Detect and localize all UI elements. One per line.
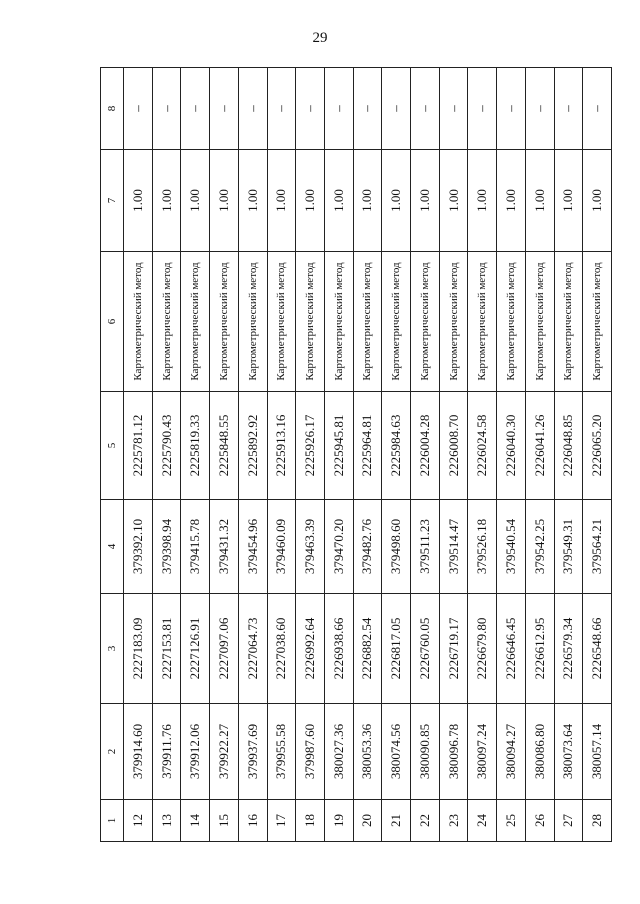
table-cell-col-7: 1.00 xyxy=(525,150,554,252)
table-cell-col-3: 2226992.64 xyxy=(296,594,325,704)
table-cell-col-1: 23 xyxy=(439,800,468,842)
table-row xyxy=(497,68,526,842)
table-cell-col-8: – xyxy=(181,68,210,150)
table-cell-col-5: 2225926.17 xyxy=(296,392,325,500)
table-cell-col-3: 2226719.17 xyxy=(439,594,468,704)
table-cell-col-8: – xyxy=(152,68,181,150)
column-header-4: 4 xyxy=(101,500,124,594)
column-header-8: 8 xyxy=(101,68,124,150)
table-cell-col-4: 379514.47 xyxy=(439,500,468,594)
table-cell-col-1: 19 xyxy=(324,800,353,842)
table-body xyxy=(101,68,612,842)
table-cell-col-8: – xyxy=(583,68,612,150)
table-cell-col-2: 380090.85 xyxy=(411,704,440,800)
table-cell-col-3: 2227038.60 xyxy=(267,594,296,704)
table-cell-col-7: 1.00 xyxy=(439,150,468,252)
table-cell-col-6: Картометрический метод xyxy=(210,252,239,392)
table-cell-col-5: 2225964.81 xyxy=(353,392,382,500)
table-cell-col-5: 2226040.30 xyxy=(497,392,526,500)
table-cell-col-1: 20 xyxy=(353,800,382,842)
table-cell-col-6: Картометрический метод xyxy=(181,252,210,392)
column-header-1: 1 xyxy=(101,800,124,842)
table-cell-col-4: 379498.60 xyxy=(382,500,411,594)
table-cell-col-6: Картометрический метод xyxy=(152,252,181,392)
table-cell-col-7: 1.00 xyxy=(124,150,153,252)
table-cell-col-6: Картометрический метод xyxy=(238,252,267,392)
table-cell-col-2: 379911.76 xyxy=(152,704,181,800)
table-cell-col-7: 1.00 xyxy=(296,150,325,252)
table-cell-col-4: 379526.18 xyxy=(468,500,497,594)
table-cell-col-6: Картометрический метод xyxy=(382,252,411,392)
table-cell-col-2: 379937.69 xyxy=(238,704,267,800)
table-cell-col-8: – xyxy=(210,68,239,150)
table-cell-col-6: Картометрический метод xyxy=(583,252,612,392)
table-cell-col-1: 15 xyxy=(210,800,239,842)
table-cell-col-4: 379398.94 xyxy=(152,500,181,594)
table-cell-col-7: 1.00 xyxy=(583,150,612,252)
table-cell-col-5: 2226004.28 xyxy=(411,392,440,500)
table-cell-col-6: Картометрический метод xyxy=(324,252,353,392)
table-cell-col-6: Картометрический метод xyxy=(554,252,583,392)
table-row xyxy=(554,68,583,842)
table-cell-col-8: – xyxy=(411,68,440,150)
table-cell-col-8: – xyxy=(124,68,153,150)
table-cell-col-4: 379511.23 xyxy=(411,500,440,594)
table-cell-col-1: 26 xyxy=(525,800,554,842)
table-cell-col-3: 2227064.73 xyxy=(238,594,267,704)
table-cell-col-2: 379922.27 xyxy=(210,704,239,800)
table-cell-col-3: 2226612.95 xyxy=(525,594,554,704)
table-cell-col-3: 2226579.34 xyxy=(554,594,583,704)
table-row xyxy=(439,68,468,842)
table-cell-col-6: Картометрический метод xyxy=(439,252,468,392)
table-cell-col-3: 2227097.06 xyxy=(210,594,239,704)
table-cell-col-1: 24 xyxy=(468,800,497,842)
table-row xyxy=(181,68,210,842)
table-row xyxy=(583,68,612,842)
table-cell-col-2: 380053.36 xyxy=(353,704,382,800)
table-row xyxy=(411,68,440,842)
table-cell-col-8: – xyxy=(353,68,382,150)
table-cell-col-5: 2225848.55 xyxy=(210,392,239,500)
table-row xyxy=(468,68,497,842)
table-row xyxy=(324,68,353,842)
table-cell-col-1: 22 xyxy=(411,800,440,842)
table-cell-col-1: 21 xyxy=(382,800,411,842)
table-cell-col-3: 2226817.05 xyxy=(382,594,411,704)
table-cell-col-2: 380074.56 xyxy=(382,704,411,800)
table-cell-col-7: 1.00 xyxy=(468,150,497,252)
coordinates-table xyxy=(100,67,612,842)
table-cell-col-4: 379392.10 xyxy=(124,500,153,594)
table-cell-col-8: – xyxy=(525,68,554,150)
table-row xyxy=(238,68,267,842)
table-row xyxy=(382,68,411,842)
table-cell-col-1: 25 xyxy=(497,800,526,842)
table-cell-col-3: 2226679.80 xyxy=(468,594,497,704)
table-cell-col-4: 379463.39 xyxy=(296,500,325,594)
table-cell-col-5: 2225892.92 xyxy=(238,392,267,500)
table-cell-col-5: 2225790.43 xyxy=(152,392,181,500)
table-cell-col-7: 1.00 xyxy=(210,150,239,252)
table-cell-col-3: 2226760.05 xyxy=(411,594,440,704)
table-header-row xyxy=(101,68,124,842)
table-cell-col-2: 379914.60 xyxy=(124,704,153,800)
table-row xyxy=(353,68,382,842)
table-cell-col-5: 2225819.33 xyxy=(181,392,210,500)
column-header-3: 3 xyxy=(101,594,124,704)
table-cell-col-4: 379564.21 xyxy=(583,500,612,594)
table-cell-col-2: 380096.78 xyxy=(439,704,468,800)
table-cell-col-4: 379454.96 xyxy=(238,500,267,594)
table-cell-col-7: 1.00 xyxy=(324,150,353,252)
table-cell-col-7: 1.00 xyxy=(181,150,210,252)
table-cell-col-1: 14 xyxy=(181,800,210,842)
table-cell-col-4: 379431.32 xyxy=(210,500,239,594)
column-header-2: 2 xyxy=(101,704,124,800)
table-row xyxy=(152,68,181,842)
table-cell-col-6: Картометрический метод xyxy=(525,252,554,392)
table-cell-col-8: – xyxy=(468,68,497,150)
table-cell-col-7: 1.00 xyxy=(238,150,267,252)
table-cell-col-2: 380027.36 xyxy=(324,704,353,800)
table-cell-col-5: 2225945.81 xyxy=(324,392,353,500)
table-cell-col-3: 2226646.45 xyxy=(497,594,526,704)
table-cell-col-6: Картометрический метод xyxy=(497,252,526,392)
table-cell-col-7: 1.00 xyxy=(353,150,382,252)
table-cell-col-8: – xyxy=(439,68,468,150)
table-cell-col-1: 12 xyxy=(124,800,153,842)
table-cell-col-5: 2225913.16 xyxy=(267,392,296,500)
table-cell-col-2: 379987.60 xyxy=(296,704,325,800)
column-header-6: 6 xyxy=(101,252,124,392)
column-header-5: 5 xyxy=(101,392,124,500)
table-cell-col-3: 2227126.91 xyxy=(181,594,210,704)
table-cell-col-6: Картометрический метод xyxy=(468,252,497,392)
table-cell-col-5: 2226024.58 xyxy=(468,392,497,500)
table-row xyxy=(525,68,554,842)
table-cell-col-5: 2226048.85 xyxy=(554,392,583,500)
table-cell-col-3: 2226938.66 xyxy=(324,594,353,704)
table-cell-col-6: Картометрический метод xyxy=(411,252,440,392)
table-cell-col-3: 2227153.81 xyxy=(152,594,181,704)
page-number: 29 xyxy=(312,30,328,46)
column-header-7: 7 xyxy=(101,150,124,252)
table-cell-col-6: Картометрический метод xyxy=(267,252,296,392)
table-cell-col-8: – xyxy=(382,68,411,150)
table-cell-col-2: 380073.64 xyxy=(554,704,583,800)
table-cell-col-8: – xyxy=(267,68,296,150)
table-cell-col-5: 2226008.70 xyxy=(439,392,468,500)
table-cell-col-2: 379955.58 xyxy=(267,704,296,800)
table-cell-col-6: Картометрический метод xyxy=(124,252,153,392)
table-cell-col-5: 2225984.63 xyxy=(382,392,411,500)
table-cell-col-2: 380086.80 xyxy=(525,704,554,800)
table-cell-col-4: 379470.20 xyxy=(324,500,353,594)
table-cell-col-7: 1.00 xyxy=(152,150,181,252)
table-cell-col-1: 28 xyxy=(583,800,612,842)
table-cell-col-8: – xyxy=(497,68,526,150)
table-cell-col-2: 379912.06 xyxy=(181,704,210,800)
table-row xyxy=(296,68,325,842)
table-cell-col-4: 379415.78 xyxy=(181,500,210,594)
table-cell-col-2: 380057.14 xyxy=(583,704,612,800)
table-cell-col-4: 379540.54 xyxy=(497,500,526,594)
table-cell-col-1: 18 xyxy=(296,800,325,842)
table-cell-col-7: 1.00 xyxy=(267,150,296,252)
table-cell-col-4: 379460.09 xyxy=(267,500,296,594)
table-row xyxy=(267,68,296,842)
table-cell-col-7: 1.00 xyxy=(382,150,411,252)
table-cell-col-6: Картометрический метод xyxy=(296,252,325,392)
table-cell-col-8: – xyxy=(238,68,267,150)
table-cell-col-3: 2226548.66 xyxy=(583,594,612,704)
table-cell-col-4: 379542.25 xyxy=(525,500,554,594)
table-cell-col-8: – xyxy=(324,68,353,150)
table-cell-col-8: – xyxy=(554,68,583,150)
table-cell-col-1: 17 xyxy=(267,800,296,842)
table-cell-col-4: 379549.31 xyxy=(554,500,583,594)
table-row xyxy=(210,68,239,842)
table-cell-col-3: 2226882.54 xyxy=(353,594,382,704)
table-cell-col-7: 1.00 xyxy=(554,150,583,252)
table-cell-col-2: 380097.24 xyxy=(468,704,497,800)
table-container xyxy=(100,68,612,842)
table-row xyxy=(124,68,153,842)
table-cell-col-1: 27 xyxy=(554,800,583,842)
table-cell-col-7: 1.00 xyxy=(497,150,526,252)
rotated-table-frame xyxy=(100,68,612,842)
table-cell-col-8: – xyxy=(296,68,325,150)
table-cell-col-1: 16 xyxy=(238,800,267,842)
table-cell-col-1: 13 xyxy=(152,800,181,842)
table-cell-col-5: 2226041.26 xyxy=(525,392,554,500)
table-cell-col-3: 2227183.09 xyxy=(124,594,153,704)
table-cell-col-6: Картометрический метод xyxy=(353,252,382,392)
table-cell-col-4: 379482.76 xyxy=(353,500,382,594)
table-cell-col-5: 2226065.20 xyxy=(583,392,612,500)
table-cell-col-5: 2225781.12 xyxy=(124,392,153,500)
table-cell-col-7: 1.00 xyxy=(411,150,440,252)
table-cell-col-2: 380094.27 xyxy=(497,704,526,800)
